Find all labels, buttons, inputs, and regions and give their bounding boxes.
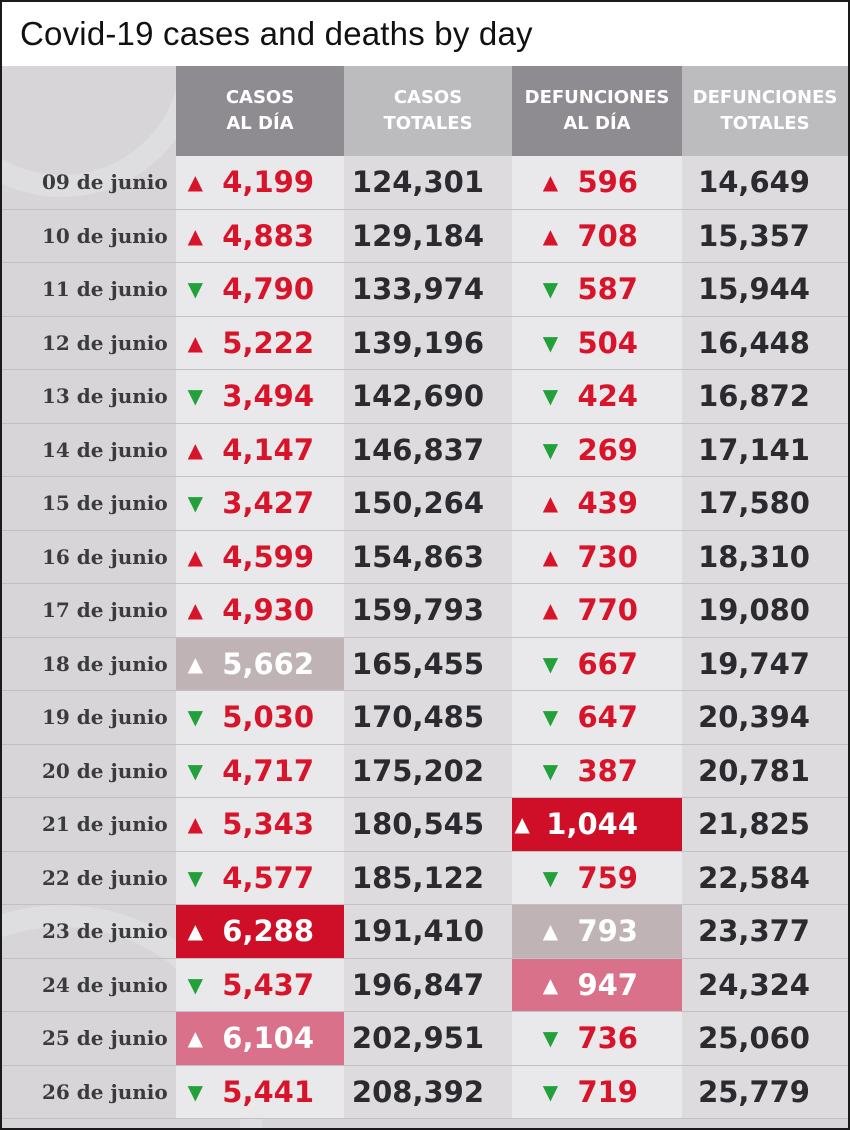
arrow-down-icon: ▼ — [187, 758, 203, 783]
row-date: 20 de junio — [2, 745, 176, 799]
arrow-down-icon: ▼ — [187, 1079, 203, 1104]
cell-defunciones-totales: 14,649 — [682, 156, 848, 210]
arrow-down-icon: ▼ — [542, 437, 559, 462]
cell-value: 5,343 — [222, 807, 314, 842]
cell-casos-totales: 175,202 — [344, 745, 512, 799]
cell-casos-totales: 139,196 — [344, 317, 512, 371]
cell-defunciones-al-dia — [512, 798, 682, 852]
arrow-up-icon: ▲ — [542, 170, 559, 195]
cell-value: 3,427 — [222, 486, 314, 521]
cell-value: 424 — [577, 379, 638, 414]
cell-defunciones-totales: 17,580 — [682, 477, 848, 531]
arrow-down-icon: ▼ — [187, 865, 203, 890]
arrow-up-icon: ▲ — [542, 919, 559, 944]
cell-casos-al-dia — [176, 959, 344, 1013]
cell-defunciones-al-dia — [512, 531, 682, 585]
arrow-up-icon: ▲ — [514, 812, 530, 837]
arrow-up-icon: ▲ — [542, 491, 559, 516]
cell-defunciones-totales: 16,872 — [682, 370, 848, 424]
cell-value: 947 — [577, 967, 638, 1002]
cell-casos-al-dia — [176, 852, 344, 906]
cases-table — [2, 66, 848, 1128]
arrow-down-icon: ▼ — [542, 1079, 559, 1104]
cell-defunciones-al-dia — [512, 263, 682, 317]
cell-casos-al-dia — [176, 477, 344, 531]
header-line-2: AL DÍA — [226, 113, 294, 134]
row-date: 15 de junio — [2, 477, 176, 531]
data-table-area — [2, 66, 848, 1128]
cell-casos-totales: 129,184 — [344, 210, 512, 264]
cell-defunciones-totales: 20,394 — [682, 691, 848, 745]
arrow-down-icon: ▼ — [542, 865, 559, 890]
cell-value: 6,288 — [222, 914, 314, 949]
cell-casos-al-dia — [176, 1012, 344, 1066]
cell-defunciones-al-dia — [512, 745, 682, 799]
cell-casos-totales: 154,863 — [344, 531, 512, 585]
cell-value: 4,199 — [222, 165, 314, 200]
header-defunciones-al-dia — [512, 66, 682, 156]
cell-defunciones-totales: 24,324 — [682, 959, 848, 1013]
cell-defunciones-al-dia — [512, 959, 682, 1013]
cell-value: 793 — [577, 914, 638, 949]
arrow-up-icon: ▲ — [187, 812, 203, 837]
row-date: 16 de junio — [2, 531, 176, 585]
arrow-down-icon: ▼ — [187, 384, 203, 409]
cell-value: 1,044 — [546, 807, 638, 842]
row-date: 26 de junio — [2, 1066, 176, 1120]
cell-value: 4,717 — [222, 753, 314, 788]
cell-value: 4,790 — [222, 272, 314, 307]
cell-defunciones-totales: 22,584 — [682, 852, 848, 906]
cell-casos-al-dia — [176, 691, 344, 745]
header-line-1: DEFUNCIONES — [524, 87, 670, 108]
arrow-up-icon: ▲ — [542, 972, 559, 997]
arrow-up-icon: ▲ — [187, 1026, 203, 1051]
arrow-up-icon: ▲ — [542, 223, 559, 248]
arrow-down-icon: ▼ — [542, 1026, 559, 1051]
cell-casos-totales: 165,455 — [344, 638, 512, 692]
cell-casos-al-dia — [176, 584, 344, 638]
row-date: 14 de junio — [2, 424, 176, 478]
row-date: 13 de junio — [2, 370, 176, 424]
cell-defunciones-al-dia — [512, 638, 682, 692]
cell-value: 736 — [577, 1021, 638, 1056]
cell-defunciones-al-dia — [512, 370, 682, 424]
row-date: 23 de junio — [2, 905, 176, 959]
cell-casos-totales: 150,264 — [344, 477, 512, 531]
page-title: Covid-19 cases and deaths by day — [20, 15, 533, 52]
cell-defunciones-totales: 15,944 — [682, 263, 848, 317]
arrow-up-icon: ▲ — [187, 170, 203, 195]
arrow-up-icon: ▲ — [187, 223, 203, 248]
cell-casos-totales: 124,301 — [344, 156, 512, 210]
title-bar — [2, 2, 848, 66]
cell-casos-al-dia — [176, 156, 344, 210]
cell-value: 4,883 — [222, 218, 314, 253]
cell-value: 439 — [577, 486, 638, 521]
row-date: 21 de junio — [2, 798, 176, 852]
header-casos-al-dia — [176, 66, 344, 156]
arrow-up-icon: ▲ — [542, 598, 559, 623]
cell-casos-al-dia — [176, 638, 344, 692]
arrow-down-icon: ▼ — [542, 384, 559, 409]
cell-defunciones-totales: 19,747 — [682, 638, 848, 692]
header-line-2: TOTALES — [720, 113, 810, 134]
header-casos-totales — [344, 66, 512, 156]
cell-casos-al-dia — [176, 905, 344, 959]
cell-casos-al-dia — [176, 263, 344, 317]
cell-defunciones-totales: 17,141 — [682, 424, 848, 478]
cell-defunciones-al-dia — [512, 691, 682, 745]
cell-casos-al-dia — [176, 798, 344, 852]
cell-value: 4,599 — [222, 539, 314, 574]
cell-value: 5,437 — [222, 967, 314, 1002]
cell-value: 3,494 — [222, 379, 314, 414]
row-date: 18 de junio — [2, 638, 176, 692]
cell-value: 5,662 — [222, 646, 314, 681]
arrow-down-icon: ▼ — [542, 651, 559, 676]
cell-casos-totales: 133,974 — [344, 263, 512, 317]
cell-defunciones-al-dia — [512, 477, 682, 531]
header-line-1: CASOS — [225, 87, 295, 108]
cell-defunciones-totales: 21,825 — [682, 798, 848, 852]
cell-value: 596 — [577, 165, 638, 200]
cell-value: 504 — [577, 325, 638, 360]
cell-defunciones-totales: 25,779 — [682, 1066, 848, 1120]
cell-value: 770 — [577, 593, 638, 628]
cell-defunciones-totales: 25,060 — [682, 1012, 848, 1066]
cell-defunciones-totales: 20,781 — [682, 745, 848, 799]
row-date: 24 de junio — [2, 959, 176, 1013]
row-date: 25 de junio — [2, 1012, 176, 1066]
arrow-down-icon: ▼ — [542, 705, 559, 730]
cell-casos-totales: 142,690 — [344, 370, 512, 424]
cell-value: 5,441 — [222, 1074, 314, 1109]
arrow-up-icon: ▲ — [187, 437, 203, 462]
arrow-up-icon: ▲ — [187, 598, 203, 623]
cell-casos-totales: 159,793 — [344, 584, 512, 638]
cell-casos-al-dia — [176, 1066, 344, 1120]
cell-defunciones-al-dia — [512, 852, 682, 906]
cell-value: 269 — [577, 432, 638, 467]
cell-casos-al-dia — [176, 317, 344, 371]
header-line-2: AL DÍA — [563, 113, 631, 134]
header-line-2: TOTALES — [383, 113, 473, 134]
header-line-1: DEFUNCIONES — [692, 87, 838, 108]
cell-value: 5,222 — [222, 325, 314, 360]
cell-value: 647 — [577, 700, 638, 735]
row-date: 10 de junio — [2, 210, 176, 264]
cell-casos-al-dia — [176, 210, 344, 264]
arrow-up-icon: ▲ — [187, 651, 203, 676]
cell-casos-totales: 185,122 — [344, 852, 512, 906]
arrow-up-icon: ▲ — [187, 919, 203, 944]
cell-defunciones-totales: 18,310 — [682, 531, 848, 585]
header-line-1: CASOS — [393, 87, 463, 108]
cell-value: 708 — [577, 218, 638, 253]
cell-value: 387 — [577, 753, 638, 788]
cell-defunciones-al-dia — [512, 210, 682, 264]
cell-value: 719 — [577, 1074, 638, 1109]
cell-defunciones-al-dia — [512, 1066, 682, 1120]
cell-casos-al-dia — [176, 370, 344, 424]
cell-casos-totales: 196,847 — [344, 959, 512, 1013]
row-date: 22 de junio — [2, 852, 176, 906]
arrow-up-icon: ▲ — [187, 330, 203, 355]
header-date-column — [2, 66, 176, 156]
cell-casos-al-dia — [176, 531, 344, 585]
cell-value: 5,030 — [222, 700, 314, 735]
cell-value: 730 — [577, 539, 638, 574]
cell-defunciones-al-dia — [512, 317, 682, 371]
arrow-down-icon: ▼ — [542, 277, 559, 302]
cell-defunciones-al-dia — [512, 584, 682, 638]
cell-casos-totales: 146,837 — [344, 424, 512, 478]
row-date: 19 de junio — [2, 691, 176, 745]
cell-casos-totales: 202,951 — [344, 1012, 512, 1066]
arrow-down-icon: ▼ — [187, 705, 203, 730]
cell-casos-totales: 170,485 — [344, 691, 512, 745]
cell-defunciones-al-dia — [512, 905, 682, 959]
arrow-up-icon: ▲ — [542, 544, 559, 569]
cell-value: 4,577 — [222, 860, 314, 895]
cell-defunciones-al-dia — [512, 424, 682, 478]
cell-defunciones-totales: 16,448 — [682, 317, 848, 371]
arrow-up-icon: ▲ — [187, 544, 203, 569]
cell-value: 587 — [577, 272, 638, 307]
cell-value: 667 — [577, 646, 638, 681]
cell-value: 4,147 — [222, 432, 314, 467]
header-defunciones-totales — [682, 66, 848, 156]
arrow-down-icon: ▼ — [542, 330, 559, 355]
cell-casos-totales: 208,392 — [344, 1066, 512, 1120]
cell-defunciones-totales: 23,377 — [682, 905, 848, 959]
row-date: 11 de junio — [2, 263, 176, 317]
row-date: 17 de junio — [2, 584, 176, 638]
cell-value: 6,104 — [222, 1021, 314, 1056]
cell-casos-totales: 191,410 — [344, 905, 512, 959]
cell-defunciones-totales: 19,080 — [682, 584, 848, 638]
arrow-down-icon: ▼ — [187, 277, 203, 302]
cell-value: 759 — [577, 860, 638, 895]
arrow-down-icon: ▼ — [542, 758, 559, 783]
row-date: 09 de junio — [2, 156, 176, 210]
cell-defunciones-totales: 15,357 — [682, 210, 848, 264]
cell-defunciones-al-dia — [512, 1012, 682, 1066]
arrow-down-icon: ▼ — [187, 972, 203, 997]
cell-casos-totales: 180,545 — [344, 798, 512, 852]
cell-defunciones-al-dia — [512, 156, 682, 210]
cell-casos-al-dia — [176, 745, 344, 799]
cell-casos-al-dia — [176, 424, 344, 478]
row-date: 12 de junio — [2, 317, 176, 371]
cell-value: 4,930 — [222, 593, 314, 628]
arrow-down-icon: ▼ — [187, 491, 203, 516]
